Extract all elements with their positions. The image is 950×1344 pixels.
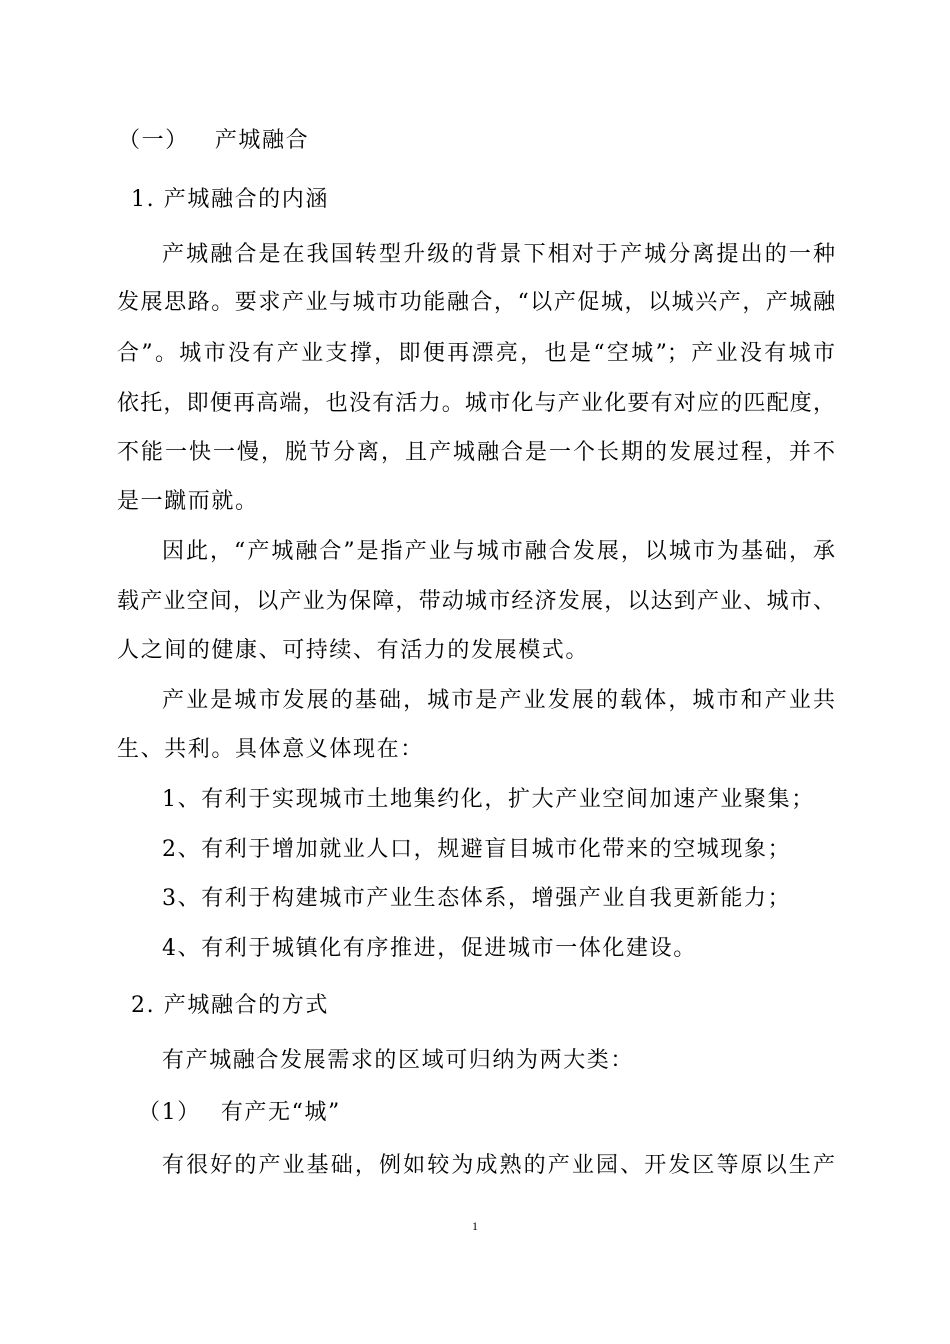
list-item-1: 1、有利于实现城市土地集约化，扩大产业空间加速产业聚集； bbox=[162, 787, 815, 812]
list-item-3: 3、有利于构建城市产业生态体系，增强产业自我更新能力； bbox=[162, 886, 792, 911]
paragraph-1-line-6: 是一蹴而就。 bbox=[117, 489, 259, 514]
list-item-4: 4、有利于城镇化有序推进，促进城市一体化建设。 bbox=[162, 936, 697, 961]
section-heading-number: （一） bbox=[118, 128, 189, 153]
section-heading-title: 产城融合 bbox=[214, 128, 310, 153]
subheading-1-title: 有产无“城” bbox=[220, 1100, 341, 1125]
subsection-title-1: 1. 产城融合的内涵 bbox=[131, 187, 329, 212]
paragraph-1-line-4: 依托，即便再高端，也没有活力。城市化与产业化要有对应的匹配度， bbox=[117, 391, 835, 416]
paragraph-5-line-1: 有很好的产业基础，例如较为成熟的产业园、开发区等原以生产 bbox=[162, 1153, 835, 1178]
subheading-1-number: （1） bbox=[138, 1100, 201, 1125]
page-number: 1 bbox=[472, 1219, 478, 1233]
paragraph-3-line-2: 生、共利。具体意义体现在： bbox=[117, 737, 424, 762]
subheading-1 bbox=[138, 1096, 341, 1130]
paragraph-4: 有产城融合发展需求的区域可归纳为两大类： bbox=[162, 1048, 635, 1073]
paragraph-3-line-1: 产业是城市发展的基础，城市是产业发展的载体，城市和产业共 bbox=[162, 688, 835, 713]
section-heading bbox=[118, 124, 309, 158]
paragraph-1-line-5: 不能一快一慢，脱节分离，且产城融合是一个长期的发展过程，并不 bbox=[117, 440, 835, 465]
subsection-title-2: 2. 产城融合的方式 bbox=[131, 993, 329, 1018]
paragraph-2-line-1: 因此，“产城融合”是指产业与城市融合发展，以城市为基础，承 bbox=[162, 539, 835, 564]
list-item-2: 2、有利于增加就业人口，规避盲目城市化带来的空城现象； bbox=[162, 837, 792, 862]
paragraph-1-line-3: 合”。城市没有产业支撑，即便再漂亮，也是“空城”；产业没有城市 bbox=[117, 341, 835, 366]
paragraph-2-line-3: 人之间的健康、可持续、有活力的发展模式。 bbox=[117, 638, 590, 663]
paragraph-1-line-1: 产城融合是在我国转型升级的背景下相对于产城分离提出的一种 bbox=[162, 242, 835, 267]
paragraph-1-line-2: 发展思路。要求产业与城市功能融合，“以产促城，以城兴产，产城融 bbox=[117, 290, 835, 315]
paragraph-2-line-2: 载产业空间，以产业为保障，带动城市经济发展，以达到产业、城市、 bbox=[117, 589, 835, 614]
